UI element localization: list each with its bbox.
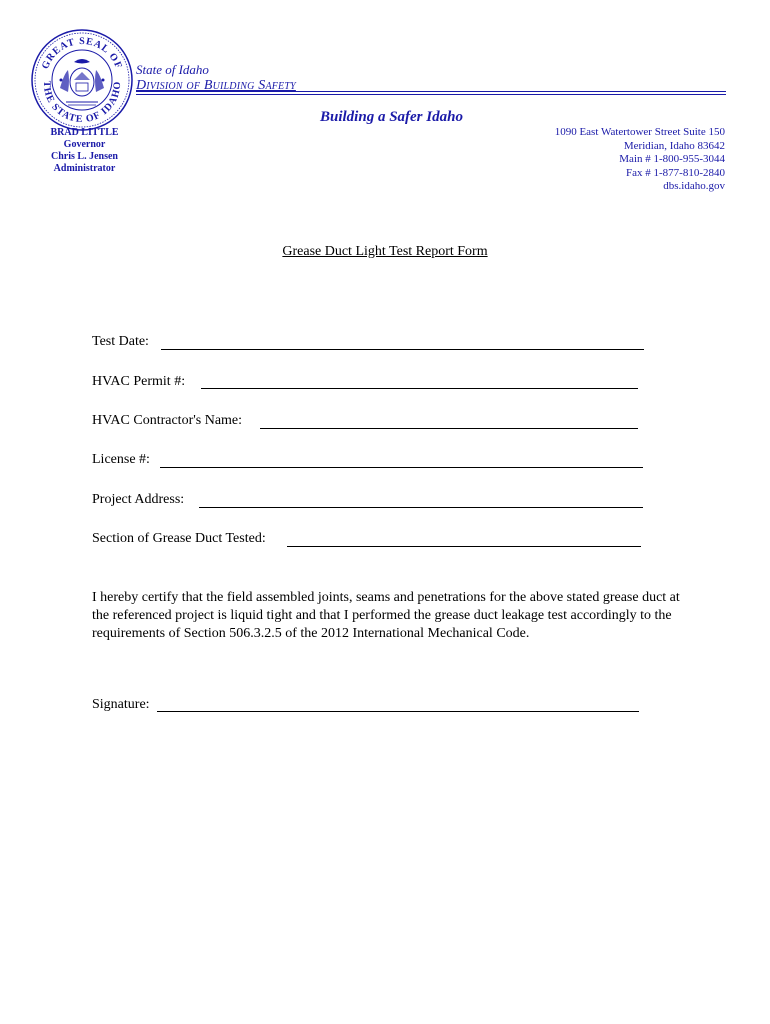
website-link[interactable]: dbs.idaho.gov bbox=[663, 180, 725, 192]
address-city: Meridian, Idaho 83642 bbox=[623, 139, 725, 152]
form-title: Grease Duct Light Test Report Form bbox=[282, 244, 488, 259]
svg-text:THE STATE OF IDAHO: THE STATE OF IDAHO bbox=[40, 80, 124, 126]
section-tested-label: Section of Grease Duct Tested: bbox=[92, 531, 266, 546]
test-date-field[interactable] bbox=[161, 349, 644, 350]
license-label: License #: bbox=[92, 452, 150, 467]
hvac-permit-label: HVAC Permit #: bbox=[92, 374, 186, 389]
project-address-label: Project Address: bbox=[92, 492, 185, 507]
hvac-permit-field[interactable] bbox=[201, 388, 638, 389]
officials-block bbox=[22, 127, 147, 175]
svg-text:GREAT SEAL OF: GREAT SEAL OF bbox=[39, 35, 125, 71]
state-name: State of Idaho bbox=[136, 62, 209, 77]
phone-fax: Fax # 1-877-810-2840 bbox=[626, 166, 725, 179]
license-field[interactable] bbox=[160, 467, 643, 468]
division-name: Division of Building Safety bbox=[136, 78, 296, 93]
letterhead-rule bbox=[136, 91, 726, 92]
contractor-name-label: HVAC Contractor's Name: bbox=[92, 413, 243, 428]
address-street: 1090 East Watertower Street Suite 150 bbox=[554, 126, 725, 138]
motto: Building a Safer Idaho bbox=[320, 109, 463, 125]
section-tested-field[interactable] bbox=[287, 546, 641, 547]
governor-title: Governor bbox=[63, 139, 106, 150]
phone-main: Main # 1-800-955-3044 bbox=[619, 153, 725, 165]
administrator-title: Administrator bbox=[53, 163, 116, 174]
test-date-label: Test Date: bbox=[92, 334, 149, 349]
letterhead-rule-secondary bbox=[136, 94, 726, 95]
certification-statement: I hereby certify that the field assembled joints, seams and penetrations for the above stated grease duct at the referenced project is liquid tight and that I performed the grease duct leakage test accordingly to the requirements of Section 506.3.2.5 of the 2012 International Mechanical Code. bbox=[92, 590, 680, 641]
governor-name: BRAD LITTLE bbox=[50, 127, 119, 138]
address-block bbox=[555, 126, 725, 194]
administrator-name: Chris L. Jensen bbox=[51, 151, 118, 162]
signature-field[interactable] bbox=[157, 711, 639, 712]
contractor-name-field[interactable] bbox=[260, 428, 638, 429]
project-address-field[interactable] bbox=[199, 507, 643, 508]
form-title-wrap bbox=[0, 244, 770, 260]
signature-label: Signature: bbox=[92, 697, 150, 712]
state-seal-logo bbox=[30, 28, 134, 132]
